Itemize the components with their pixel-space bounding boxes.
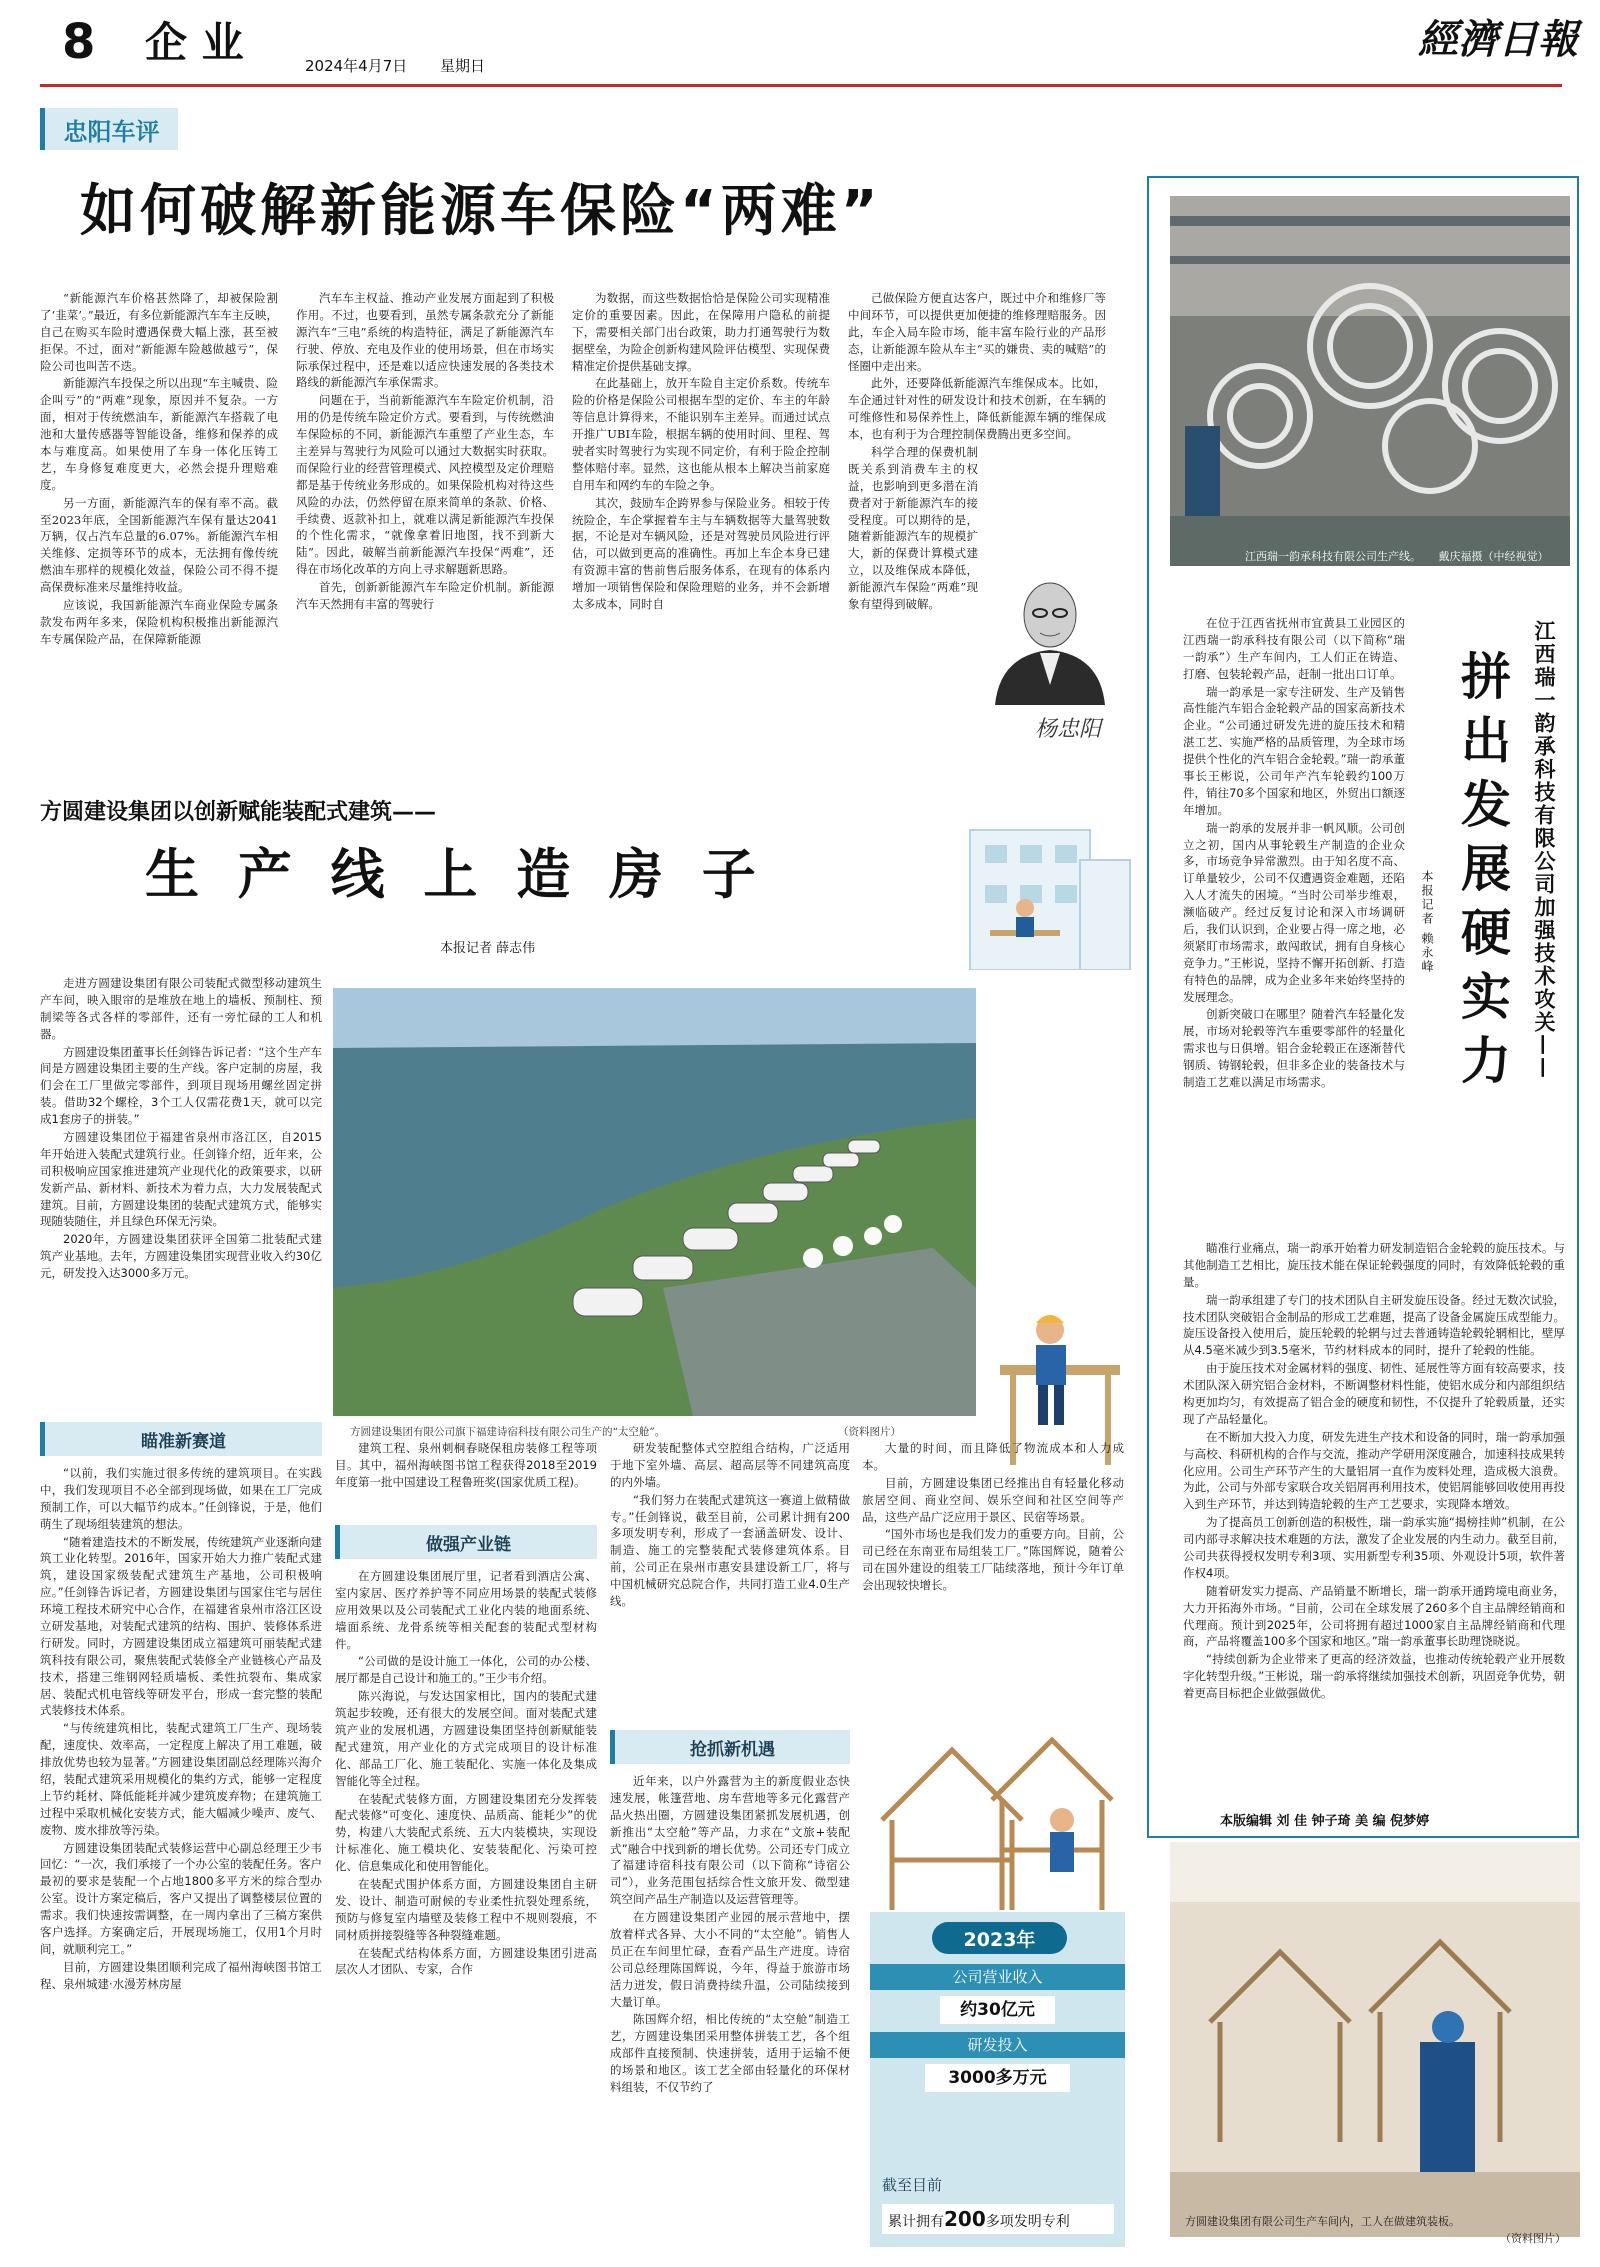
infobox-patents	[882, 2204, 1114, 2234]
bottom-right-caption-text: 方圆建设集团有限公司生产车间内，工人在做建筑装板。	[1185, 2215, 1460, 2228]
paper-name: 經濟日報	[1418, 16, 1578, 63]
bottom-right-photo-caption	[1185, 2213, 1460, 2229]
infobox-patents-suffix: 多项发明专利	[985, 2214, 1070, 2230]
masthead	[0, 0, 1600, 90]
subhead-2	[335, 1525, 597, 1559]
article3-para: 由于旋压技术对金属材料的强度、韧性、延展性等方面有较高要求，技术团队深入研究铝合金材料，不断调整材料性能，使铝水成分和内部组织结构更加均匀，有效提高了铝合金的硬度和韧性，不仅提升了轮毂质量，还实现了产品轻量化。	[1183, 1361, 1565, 1426]
article1-para: 汽车车主权益、推动产业发展方面起到了积极作用。不过，也要看到，虽然专属条款充分了新能源汽车“三电”系统的构造特征，满足了新能源汽车行驶、停放、充电及作业的使用场景，但在市场实际承保过程中，还是难以适应快速发展的各类技术路线的新能源汽车承保需求。	[296, 291, 554, 390]
bottom-right-photo	[1170, 1842, 1580, 2237]
article2-kicker: 方圆建设集团以创新赋能装配式建筑——	[40, 800, 437, 825]
article2-para: 方圆建设集团装配式装修运营中心副总经理王少韦回忆：“一次，我们承接了一个办公室的装配任务。客户最初的要求是装配一个占地1800多平方米的综合型办公室。设计方案定稿后，客户又提出了调整楼层位置的需求。我们快速按需调整，在一周内拿出了三稿方案供客户选择。方案确定后，开展现场施工，仅用1个月时间，就顺利完工。”	[40, 1840, 322, 1956]
article2-col4-top	[862, 1440, 1124, 1690]
article3-para: 瞄准行业痛点，瑞一韵承开始着力研发制造铝合金轮毂的旋压技术。与其他制造工艺相比，旋压技术能在保证轮毂强度的同时，有效降低轮毂的重量。	[1183, 1241, 1565, 1289]
infobox-label-revenue: 公司营业收入	[870, 1964, 1125, 1990]
article1-para: 己做保险方便直达客户，既过中介和维修厂等中间环节，可以提供更加便捷的维修理赔服务。因此，车企入局车险市场，能丰富车险行业的产品形态，让新能源车险从车主“买的嫌贵、卖的喊赔”的怪圈中走出来。	[848, 291, 1106, 373]
article1-para: 首先，创新新能源汽车车险定价机制。新能源汽车天然拥有丰富的驾驶行	[296, 580, 554, 612]
subhead-3	[610, 1730, 850, 1764]
article3-photo	[1170, 196, 1570, 566]
subhead-1	[40, 1422, 322, 1456]
article3-para: 为了提高员工创新创造的积极性，瑞一韵承实施“揭榜挂帅”机制，在公司内部寻求解决技术难题的方法，激发了企业发展的内生动力。截至目前，公司共获得授权发明专利3项、实用新型专利35项、外观设计5项，软件著作权4项。	[1183, 1515, 1565, 1580]
page-number: 8	[62, 14, 96, 70]
article2-para: 大量的时间，而且降低了物流成本和人力成本。	[862, 1441, 1124, 1472]
article1-headline: 如何破解新能源车保险“两难”	[80, 179, 882, 244]
article2-para: 2020年，方圆建设集团获评全国第二批装配式建筑产业基地。去年，方圆建设集团实现营业收入约30亿元，研发投入达3000多万元。	[40, 1232, 322, 1281]
article2-para: 陈国辉介绍，相比传统的“太空舱”制造工艺，方圆建设集团采用整体拼装工艺，各个组成部件直接预制、快速拼装，适用于运输不便的场景和地区。该工艺全部由轻量化的环保材料组装，不仅节约了	[610, 2012, 850, 2095]
section-name: 企 业	[145, 18, 244, 67]
infobox-value-rnd: 3000多万元	[925, 2064, 1070, 2092]
article3-byline: 本报记者 赖永峰	[1420, 870, 1434, 974]
article1-col3	[572, 290, 830, 760]
article2-para: 研发装配整体式空腔组合结构，广泛适用于地下室外墙、高层、超高层等不同建筑高度的内外墙。	[610, 1441, 850, 1489]
editors-credit: 本版编辑 刘 佳 钟子琦 美 编 倪梦婷	[1220, 1814, 1430, 1829]
article1-para: 其次，鼓励车企跨界参与保险业务。相较于传统险企，车企掌握着车主与车辆数据等大量驾驶数据，不论是对车辆风险，还是对驾驶员风险进行评估，可以做到更高的准确性。再加上车企本身已建有资源丰富的售前售后服务体系，在现有的体系内增加一项销售保险和保险理赔的业务，并不会新增太多成本，同时自	[572, 495, 830, 612]
article1-para: 应该说，我国新能源汽车商业保险专属条款发布两年多来，保险机构积极推出新能源汽车专属保险产品，在保障新能源	[40, 598, 278, 646]
article2-para: 目前，方圆建设集团顺利完成了福州海峡图书馆工程、泉州城建·水漫芳林房屋	[40, 1959, 322, 1991]
building-illustration	[930, 790, 1140, 970]
article3-para: 瑞一韵承是一家专注研发、生产及销售高性能汽车铝合金轮毂产品的国家高新技术企业。“公司通过研发先进的旋压技术和精湛工艺、实施严格的品质管理，为全球市场提供个性化的汽车铝合金轮毂。”瑞一韵承董事长王彬说，公司年产汽车轮毂约100万件，销往70多个国家和地区，外贸出口额逐年增加。	[1183, 684, 1405, 817]
bottom-right-photo-credit: （资料图片）	[1500, 2232, 1566, 2245]
article2-main-photo	[333, 988, 976, 1416]
article2-para: 在方圆建设集团产业园的展示营地中，摆放着样式各异、大小不同的“太空舱”。销售人员正在车间里忙碌，查看产品生产进度。诗宿公司总经理陈国辉说，今年，得益于旅游市场活力迸发，假日消费持续升温，公司陆续接到大量订单。	[610, 1910, 850, 2009]
house-frame-illustration	[862, 1710, 1122, 1910]
article2-byline: 本报记者 薛志伟	[440, 941, 536, 956]
article2-para: 近年来，以户外露营为主的新度假业态快速发展，帐篷营地、房车营地等多元化露营产品火热出圈，方圆建设集团紧抓发展机遇，创新推出“太空舱”等产品，力求在“文旅+装配式”融合中找到新的增长优势。公司还专门成立了福建诗宿科技有限公司（以下简称“诗宿公司”），业务范围包括综合性文旅开发、微型建筑空间产品生产制造以及运营管理等。	[610, 1774, 850, 1907]
masthead-rule	[40, 84, 1562, 87]
article2-para: “随着建造技术的不断发展，传统建筑产业逐渐向建筑工业化转型。2016年，国家开始大力推广装配式建筑，建设国家级装配式建筑生产基地，公司积极响应。”任剑锋告诉记者，方圆建设集团与国家住宅与居住环境工程技术研究中心合作，在福建省泉州市洛江区设立研发基地，对装配式建筑的结构、围护、装修体系进行研发。同时，方圆建设集团成立福建筑可丽装配式建筑科技有限公司，聚焦装配式装修全产业链核心产品及技术，搭建三维钢网轻质墙板、柔性抗裂布、集成家居、装配式机电管线等研发平台，形成一套完整的装配式装修技术体系。	[40, 1534, 322, 1718]
article1-para: 问题在于，当前新能源汽车车险定价机制，沿用的仍是传统车险定价方式。要看到，与传统燃油车保险标的不同，新能源汽车重塑了产业生态，车主差异与驾驶行为风险可以通过大数据实时获取。而保险行业的经营管理模式、风控模型及定价理赔都是基于传统业务形成的。如果保险机构对待这些风险的办法，仍然停留在原来简单的条款、价格、手续费、返款补扣上，就难以满足新能源汽车投保的个性化需求，“就像拿着旧地图，找不到新大陆”。因此，破解当前新能源汽车投保“两难”，还得在市场化改革的方向上寻求解题新思路。	[296, 393, 554, 577]
article2-para: 在装配式装修方面，方圆建设集团充分发挥装配式装修“可变化、速度快、品质高、能耗少”的优势，构建八大装配式系统、五大内装模块，实现设计标准化、施工模块化、安装装配化、污染可控化、信息集成化和使用智能化。	[335, 1791, 597, 1874]
article1-para: “新能源汽车价格甚然降了，却被保险割了‘韭菜’。”最近，有多位新能源汽车车主反映，自己在购买车险时遭遇保费大幅上涨，甚至被拒保。不过，面对“新能源车险越做越亏”，保险公司也叫苦不迭。	[40, 291, 278, 373]
article2-sub1-text	[40, 1465, 322, 2260]
article3-photo-caption	[1245, 548, 1549, 564]
article1-para: 新能源汽车投保之所以出现“车主喊贵、险企叫亏”的“两难”现象，原因并不复杂。一方面，相对于传统燃油车，新能源汽车搭载了电池和大量传感器等智能设备，维修和保养的成本与难度高。如果使用了车身一体化压铸工艺，车身修复难度更大，必然会提升理赔难度。	[40, 376, 278, 492]
article3-para: 在不断加大投入力度，研发先进生产技术和设备的同时，瑞一韵承加强与高校、科研机构的合作与交流，推动产学研用深度融合，加速科技成果转化应用。公司生产环节产生的大量铝屑一直作为废料处理，造成极大浪费。为此，公司与外部专家联合攻关铝屑再利用技术，使铝屑能够回收使用再投入到生产环节，并达到铸造轮毂的生产工艺要求，实现降本增效。	[1183, 1429, 1565, 1512]
article3-headline: 拼出发展硬实力	[1453, 650, 1511, 1098]
issue-weekday: 星期日	[440, 57, 486, 75]
article2-para: 走进方圆建设集团有限公司装配式微型移动建筑生产车间，映入眼帘的是堆放在地上的墙板、预制柱、预制梁等各式各样的零部件，还有一旁忙碌的工人和机器。	[40, 976, 322, 1041]
column-label-text: 忠阳车评	[63, 117, 160, 146]
article3-full-text	[1183, 1240, 1565, 1770]
subhead-3-text: 抢抓新机遇	[690, 1739, 775, 1760]
article2-para: “我们努力在装配式建筑这一赛道上做精做专。”任剑锋说，截至目前，公司累计拥有200多项发明专利，形成了一套涵盖研发、设计、制造、施工的完整装配式装修建筑体系。目前，公司正在泉州市惠安县建设新工厂，将与中国机械研究总院合作，共同打造工业4.0生产线。	[610, 1492, 850, 1609]
article2-intro	[40, 975, 322, 1415]
article1-para: 此外，还要降低新能源汽车维保成本。比如，车企通过针对性的研发设计和技术创新，在车辆的可维修性和易保养性上，降低新能源车辆的维保成本，也有利于为合理控制保费腾出更多空间。	[848, 376, 1106, 442]
infobox-patents-prefix: 累计拥有	[888, 2214, 944, 2230]
article2-para: “以前，我们实施过很多传统的建筑项目。在实践中，我们发现项目不必全部到现场做，如果在工厂完成预制工作，可以大幅节约成本。”任剑锋说，于是，他们萌生了现场组装建筑的想法。	[40, 1466, 322, 1531]
article2-para: 在装配式围护体系方面，方圆建设集团自主研发、设计、制造可耐候的专业柔性抗裂处理系统，预防与修复室内墙壁及装修工程中不规则裂痕，不同材质拼接裂缝等各种裂缝难题。	[335, 1877, 597, 1942]
article1-col2	[296, 290, 554, 760]
article2-para: “国外市场也是我们发力的重要方向。目前，公司已经在东南亚布局组装工厂。”陈国辉说，随着公司在国外建设的组装工厂陆续落地，预计今年订单会出现较快增长。	[862, 1527, 1124, 1593]
article1-para: 科学合理的保费机制既关系到消费车主的权益，也影响到更多潜在消费者对于新能源汽车的接受程度。可以期待的是，随着新能源汽车的规模扩大，新的保费计算模式建立，以及维保成本降低，新能源汽车保险“两难”现象有望得到破解。	[848, 445, 978, 612]
article2-sub3-text	[610, 1773, 850, 2260]
author-portrait	[985, 555, 1115, 705]
article2-para: 目前，方圆建设集团已经推出自有轻量化移动旅居空间、商业空间、娱乐空间和社区空间等产品，这些产品广泛应用于景区、民宿等场景。	[862, 1475, 1124, 1524]
article2-photo-caption-text: 方圆建设集团有限公司旗下福建诗宿科技有限公司生产的“太空舱”。	[350, 1426, 666, 1438]
article2-para: 陈兴海说，与发达国家相比，国内的装配式建筑起步较晚，还有很大的发展空间。面对装配式建筑产业的发展机遇，方圆建设集团坚持创新赋能装配式建筑，用产业化的方式完成项目的设计标准化、部品工厂化、施工装配化、实施一体化及集成智能化等全过程。	[335, 1689, 597, 1788]
article3-photo-caption-text: 江西瑞一韵承科技有限公司生产线。	[1245, 550, 1421, 563]
infobox-label-rnd: 研发投入	[870, 2032, 1125, 2058]
article2-para: 方圆建设集团位于福建省泉州市洛江区，自2015年开始进入装配式建筑行业。任剑锋介绍，近年来，公司积极响应国家推进建筑产业现代化的政策要求，以研发新产品、新材料、新技术为着力点，大力发展装配式建筑。目前，方圆建设集团的装配式建筑方式，能够实现随装随住，并且绿色环保无污染。	[40, 1130, 322, 1229]
infobox-patents-num: 200	[944, 2207, 986, 2231]
article2-photo-credit: （资料图片）	[838, 1426, 901, 1438]
column-label	[40, 108, 178, 150]
article2-sub2-text	[335, 1568, 597, 2260]
infobox-value-revenue: 约30亿元	[940, 1996, 1055, 2024]
article2-headline: 生 产 线 上 造 房 子	[145, 842, 766, 906]
article2-para: 建筑工程、泉州刺桐春晓保租房装修工程等项目。其中，福州海峡图书馆工程获得2018至2019年度第一批中国建设工程鲁班奖(国家优质工程)。	[335, 1441, 597, 1489]
article3-para: 创新突破口在哪里？随着汽车轻量化发展，市场对轮毂等汽车重要零部件的轻量化需求也与日俱增。铝合金轮毂正在逐渐替代钢质、铸钢轮毂，但非多企业的装备技术与制造工艺难以满足市场需求。	[1183, 1007, 1405, 1090]
article2-col2-top	[335, 1440, 597, 1520]
subhead-1-text: 瞄准新赛道	[141, 1431, 226, 1452]
article2-para: 在装配式结构体系方面，方圆建设集团引进高层次人才团队、专家，合作	[335, 1945, 597, 1977]
article1-para: 为数据，而这些数据恰恰是保险公司实现精准定价的重要因素。因此，在保障用户隐私的前提下，需要相关部门出台政策，助力打通驾驶行为数据壁垒，为险企创新构建风险评估模型、实现保费精准定价提供基础支撑。	[572, 291, 830, 373]
article3-para: 瑞一韵承的发展并非一帆风顺。公司创立之初，国内从事轮毂生产制造的企业众多，市场竞争异常激烈。由于知名度不高、订单量较少，公司不仅遭遇资金难题，还陷入人才流失的困境。“当时公司举步维艰，濒临破产。经过反复讨论和深入市场调研后，我们认识到，企业要占得一席之地，必须紧盯市场需求，敢闯敢试，拥有自身核心竞争力。”王彬说，坚持不懈开拓创新、打造有特色的品牌，成为企业多年来始终坚持的发展理念。	[1183, 820, 1405, 1004]
article3-top-text	[1183, 615, 1405, 1235]
stats-infobox	[870, 1912, 1125, 2247]
article2-col3-top	[610, 1440, 850, 1720]
article1-col1	[40, 290, 278, 760]
article3-photo-credit: 戴庆福摄（中经视觉）	[1438, 550, 1549, 563]
infobox-asof: 截至目前	[882, 2176, 943, 2194]
author-signature: 杨忠阳	[1035, 717, 1102, 742]
article2-para: 方圆建设集团董事长任剑锋告诉记者：“这个生产车间是方圆建设集团主要的生产线。客户定制的房屋，我们会在工厂里做完零部件，到项目现场用螺丝固定拼装。借助32个螺栓，3个工人仅需花费1天，就可以完成1套房子的拼装。”	[40, 1044, 322, 1127]
subhead-2-text: 做强产业链	[426, 1534, 511, 1555]
article1-para: 在此基础上，放开车险自主定价系数。传统车险的价格是保险公司根据车型的定价、车主的年龄等信息计算得来，不能识别车主差异。而通过试点开推广UBI车险，根据车辆的使用时间、里程、驾驶者实时驾驶行为实现不同定价，有利于险企控制整体赔付率。显然，这也能从根本上解决当前家庭自用车和网约车的车险之争。	[572, 376, 830, 492]
article1-para: 另一方面，新能源汽车的保有率不高。截至2023年底，全国新能源汽车保有量达2041万辆，仅占汽车总量的6.07%。新能源汽车相关维修、定损等环节的成本，无法拥有像传统燃油车那样的规模化效益，保险公司不得不提高保费标准来尽量维持收益。	[40, 495, 278, 595]
issue-date: 2024年4月7日	[305, 57, 408, 75]
article3-company: 江西瑞一韵承科技有限公司加强技术攻关——	[1532, 620, 1557, 1080]
article3-para: 随着研发实力提高、产品销量不断增长，瑞一韵承开通跨境电商业务，大力开拓海外市场。“目前，公司在全球发展了260多个自主品牌经销商和代理商。预计到2025年，公司将拥有超过1000家自主品牌经销商和代理商，产品将覆盖100多个国家和地区。”瑞一韵承董事长助理饶晓说。	[1183, 1583, 1565, 1649]
article3-para: 在位于江西省抚州市宜黄县工业园区的江西瑞一韵承科技有限公司（以下简称“瑞一韵承”）生产车间内，工人们正在铸造、打磨、包装轮毂产品，赶制一批出口订单。	[1183, 616, 1405, 681]
article2-para: “与传统建筑相比，装配式建筑工厂生产、现场装配，速度快、效率高，一定程度上解决了用工难题，破排放优势也较为显著。”方圆建设集团副总经理陈兴海介绍，装配式建筑采用规模化的集约方式，能够一定程度上节约耗材、降低能耗并减少建筑废弃物；在建筑施工过程中采取机械化安装方式，能大幅减少噪声、废气、废物、废水排放等污染。	[40, 1721, 322, 1837]
article2-photo-caption	[350, 1424, 665, 1439]
article2-para: 在方圆建设集团展厅里，记者看到酒店公寓、室内家居、医疗养护等不同应用场景的装配式装修应用效果以及公司装配式工业化内装的地面系统、墙面系统、龙骨系统等相关配套的装配式型材构件。	[335, 1569, 597, 1651]
infobox-year: 2023年	[932, 1922, 1067, 1954]
article3-para: 瑞一韵承组建了专门的技术团队自主研发旋压设备。经过无数次试验，技术团队突破铝合金制品的形成工艺难题，提高了设备金属旋压成型能力。旋压设备投入使用后，旋压轮毂的轮辋与过去普通铸造轮毂轮辋相比，壁厚从4.5毫米减少到3.5毫米，节约材料成本的同时，提升了轮毂的性能。	[1183, 1292, 1565, 1358]
article2-para: “公司做的是设计施工一体化，公司的办公楼、展厅都是自己设计和施工的。”王少韦介绍。	[335, 1654, 597, 1686]
article3-para: “持续创新为企业带来了更高的经济效益，也推动传统轮毂产业开展数字化转型升级。”王彬说，瑞一韵承将继续加强技术创新，巩固竞争优势，朝着更高目标把企业做强做优。	[1183, 1652, 1565, 1701]
